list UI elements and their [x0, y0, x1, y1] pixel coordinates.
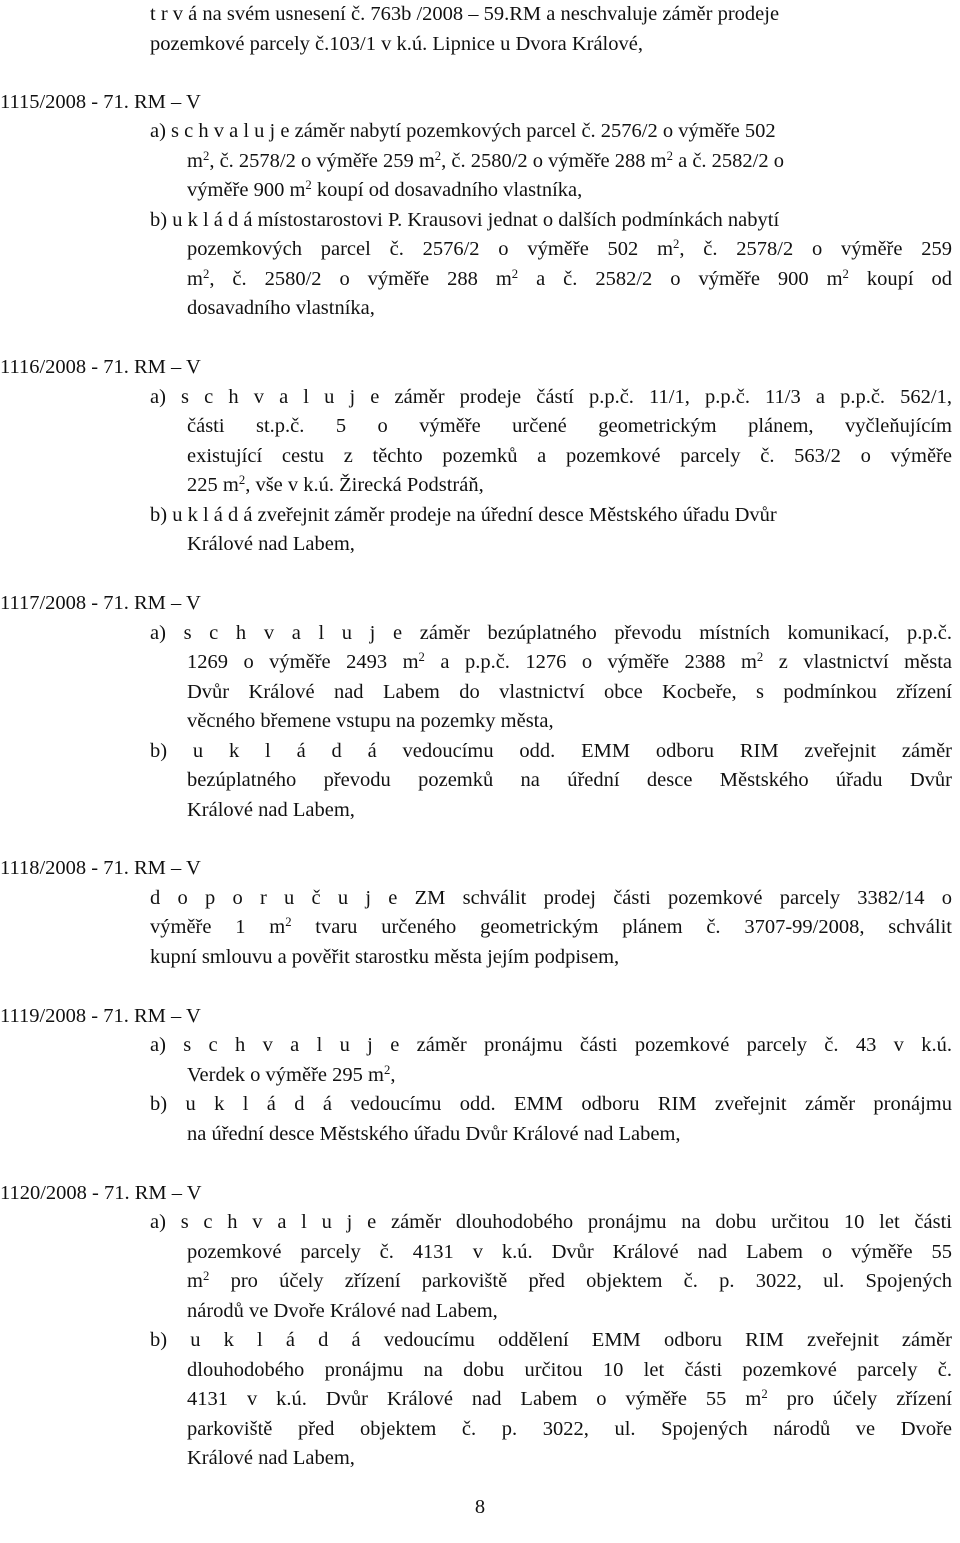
text-line: $m^2$, č. 2580/2 o výměře 288 $m^2$ a č. 2582/2 o výměře 900 $m^2$ koupí od	[187, 267, 953, 290]
text-line: 225 $m^2$, vše v k.ú. Žirecká Podstráň,	[187, 473, 484, 496]
text-line: pozemkových parcel č. 2576/2 o výměře 502 $m^2$, č. 2578/2 o výměře 259	[187, 237, 952, 260]
text-line: dlouhodobého pronájmu na dobu určitou 10 let části pozemkové parcely č.	[187, 1359, 952, 1381]
text-line: b) u k l á d á vedoucímu oddělení EMM odboru RIM zveřejnit záměr	[150, 1329, 952, 1351]
text-line: 1119/2008 - 71. RM – V	[0, 1005, 201, 1027]
text-line: dosavadního vlastníka,	[187, 297, 375, 319]
text-line: výměře 900 $m^2$ koupí od dosavadního vlastníka,	[187, 178, 583, 201]
text-line: Verdek o výměře 295 $m^2$,	[187, 1063, 396, 1086]
text-line: výměře 1 $m^2$ tvaru určeného geometrickým plánem č. 3707-99/2008, schválit	[150, 915, 952, 938]
text-line: a) s c h v a l u j e záměr nabytí pozemkových parcel č. 2576/2 o výměře 502	[150, 120, 776, 142]
text-line: 1115/2008 - 71. RM – V	[0, 91, 201, 113]
text-line: parkoviště před objektem č. p. 3022, ul. Spojených národů ve Dvoře	[187, 1418, 952, 1440]
text-line: věcného břemene vstupu na pozemky města,	[187, 710, 554, 732]
text-line: b) u k l á d á vedoucímu odd. EMM odboru RIM zveřejnit záměr pronájmu	[150, 1093, 952, 1115]
text-line: Králové nad Labem,	[187, 1447, 355, 1469]
text-line: Králové nad Labem,	[187, 799, 355, 821]
text-line: pozemkové parcely č.103/1 v k.ú. Lipnice u Dvora Králové,	[150, 33, 643, 55]
text-line: na úřední desce Městského úřadu Dvůr Králové nad Labem,	[187, 1123, 681, 1145]
text-line: b) u k l á d á zveřejnit záměr prodeje na úřední desce Městského úřadu Dvůr	[150, 504, 777, 526]
text-line: kupní smlouvu a pověřit starostku města jejím podpisem,	[150, 946, 620, 968]
text-line: t r v á na svém usnesení č. 763b /2008 – 59.RM a neschvaluje záměr prodeje	[150, 3, 780, 25]
text-line: Dvůr Králové nad Labem do vlastnictví obce Kocbeře, s podmínkou zřízení	[187, 681, 952, 703]
text-line: 1120/2008 - 71. RM – V	[0, 1182, 202, 1204]
text-line: a) s c h v a l u j e záměr bezúplatného převodu místních komunikací, p.p.č.	[150, 622, 952, 644]
text-line: 1116/2008 - 71. RM – V	[0, 356, 201, 378]
text-line: části st.p.č. 5 o výměře určené geometrickým plánem, vyčleňujícím	[187, 415, 952, 437]
text-line: $m^2$, č. 2578/2 o výměře 259 $m^2$, č. 2580/2 o výměře 288 $m^2$ a č. 2582/2 o	[187, 149, 784, 172]
text-line: a) s c h v a l u j e záměr pronájmu části pozemkové parcely č. 43 v k.ú.	[150, 1034, 952, 1056]
text-line: b) u k l á d á místostarostovi P. Krausovi jednat o dalších podmínkách nabytí	[150, 209, 780, 231]
text-line: národů ve Dvoře Králové nad Labem,	[187, 1300, 498, 1322]
text-line: 4131 v k.ú. Dvůr Králové nad Labem o výměře 55 $m^2$ pro účely zřízení	[187, 1387, 952, 1410]
text-line: 1117/2008 - 71. RM – V	[0, 592, 201, 614]
text-line: d o p o r u č u j e ZM schválit prodej části pozemkové parcely 3382/14 o	[150, 887, 952, 909]
text-line: Králové nad Labem,	[187, 533, 355, 555]
text-line: existující cestu z těchto pozemků a pozemkové parcely č. 563/2 o výměře	[187, 445, 952, 467]
text-line: b) u k l á d á vedoucímu odd. EMM odboru RIM zveřejnit záměr	[150, 740, 952, 762]
text-line: a) s c h v a l u j e záměr dlouhodobého pronájmu na dobu určitou 10 let části	[150, 1211, 952, 1233]
page-number: 8	[474, 1496, 486, 1518]
text-line: bezúplatného převodu pozemků na úřední desce Městského úřadu Dvůr	[187, 769, 952, 791]
text-line: pozemkové parcely č. 4131 v k.ú. Dvůr Králové nad Labem o výměře 55	[187, 1241, 952, 1263]
text-line: $m^2$ pro účely zřízení parkoviště před objektem č. p. 3022, ul. Spojených	[187, 1269, 952, 1292]
text-line: 1269 o výměře 2493 $m^2$ a p.p.č. 1276 o výměře 2388 $m^2$ z vlastnictví města	[187, 650, 952, 673]
text-line: a) s c h v a l u j e záměr prodeje částí p.p.č. 11/1, p.p.č. 11/3 a p.p.č. 562/1,	[150, 386, 952, 408]
text-line: 1118/2008 - 71. RM – V	[0, 857, 201, 879]
